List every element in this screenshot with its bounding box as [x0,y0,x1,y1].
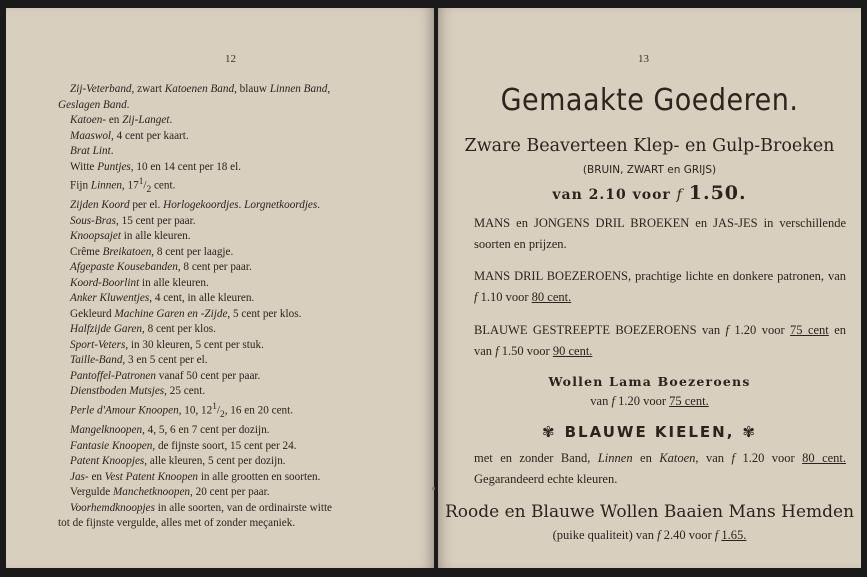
heading-hemden: Roode en Blauwe Wollen Baaien Mans Hemden [444,502,855,522]
price-hemden: (puike qualiteit) van f 2.40 voor f 1.65. [552,528,747,542]
list-item: Katoen- en Zij-Langet. [70,114,173,126]
list-item: Mangelknoopen, 4, 5, 6 en 7 cent per dozijn. [70,424,270,437]
list-item: Voorhemdknoopjes in alle soorten, van de ordinairste witte [70,501,333,514]
list-item: Crême Breikatoen, 8 cent per laagje. [70,245,234,258]
list-item: Geslagen Band. [58,98,130,111]
list-item: Gekleurd Machine Garen en -Zijde, 5 cent per klos. [70,307,302,320]
list-item: Dienstboden Mutsjes, 25 cent. [70,385,206,398]
list-item: Koord-Boorlint in alle kleuren. [70,276,209,289]
right-page [438,8,861,568]
paragraph-dril-boezeroens: MANS DRIL BOEZEROENS, prachtige lichte en donkere patronen, van f 1.10 voor 80 cent. [474,269,846,304]
list-item: Halfzijde Garen, 8 cent per klos. [70,323,216,336]
item-list [58,82,418,532]
page-number-left: 12 [225,53,236,65]
paragraph-gestreepte: BLAUWE GESTREEPTE BOEZEROENS van f 1.20 voor 75 cent en van f 1.50 voor 90 cent. [474,323,847,358]
list-item: Fantasie Knoopen, de fijnste soort, 15 cent per 24. [70,439,297,452]
price-lama: van f 1.20 voor 75 cent. [590,394,709,408]
paragraph-kielen: met en zonder Band, Linnen en Katoen, van f 1.20 voor 80 cent. Gegarandeerd echte kleuren. [474,451,847,486]
list-item: Brat Lint. [70,145,114,157]
heading-broeken: Zware Beaverteen Klep- en Gulp-Broeken [464,136,835,156]
list-item: Anker Kluwentjes, 4 cent, in alle kleuren. [70,292,255,305]
list-item: Maaswol, 4 cent per kaart. [70,129,189,142]
list-item: Sport-Veters, in 30 kleuren, 5 cent per stuk. [70,338,264,351]
binding-dot [432,487,435,490]
list-item: Witte Puntjes, 10 en 14 cent per 18 el. [70,160,242,173]
page-title: Gemaakte Goederen. [500,83,799,118]
heading-kielen: ✾ BLAUWE KIELEN, ✾ [542,423,757,441]
left-page [6,8,434,568]
list-item: Fijn Linnen, $17^1/_2$ cent. [70,177,176,195]
list-item: Sous-Bras, 15 cent per paar. [70,214,196,227]
list-item: Jas- en Vest Patent Knoopen in alle grootten en soorten. [70,470,321,483]
list-item: Pantoffel-Patronen vanaf 50 cent per paar. [70,369,261,382]
list-item: Knoopsajet in alle kleuren. [70,230,191,243]
page-number-right: 13 [638,53,649,65]
list-item: Taille-Band, 3 en 5 cent per el. [70,354,208,367]
paragraph-dril-broeken: MANS en JONGENS DRIL BROEKEN en JAS-JES in verschillende soorten en prijzen. [474,216,846,251]
subheading-colors: (BRUIN, ZWART en GRIJS) [582,164,717,176]
list-item: tot de fijnste vergulde, alles met of zonder meçaniek. [58,517,296,530]
list-item: Perle d'Amour Knoopen, 10, $12^1/_2$, 16 en 20 cent. [70,401,294,420]
ornament-left-icon: ✾ [542,423,557,441]
list-item: Patent Knoopjes, alle kleuren, 5 cent per dozijn. [70,455,286,468]
list-item: Zij-Veterband, zwart Katoenen Band, blauw Linnen Band, [70,83,331,95]
heading-lama: Wollen Lama Boezeroens [548,374,751,389]
price-broeken: van 2.10 voor f 1.50. [552,182,747,204]
list-item: Zijden Koord per el. Horlogekoordjes. Lorgnetkoordjes. [70,199,321,212]
list-item: Afgepaste Kousebanden, 8 cent per paar. [70,261,252,274]
list-item: Vergulde Manchetknoopen, 20 cent per paar. [70,486,270,499]
ornament-right-icon: ✾ [742,423,757,441]
